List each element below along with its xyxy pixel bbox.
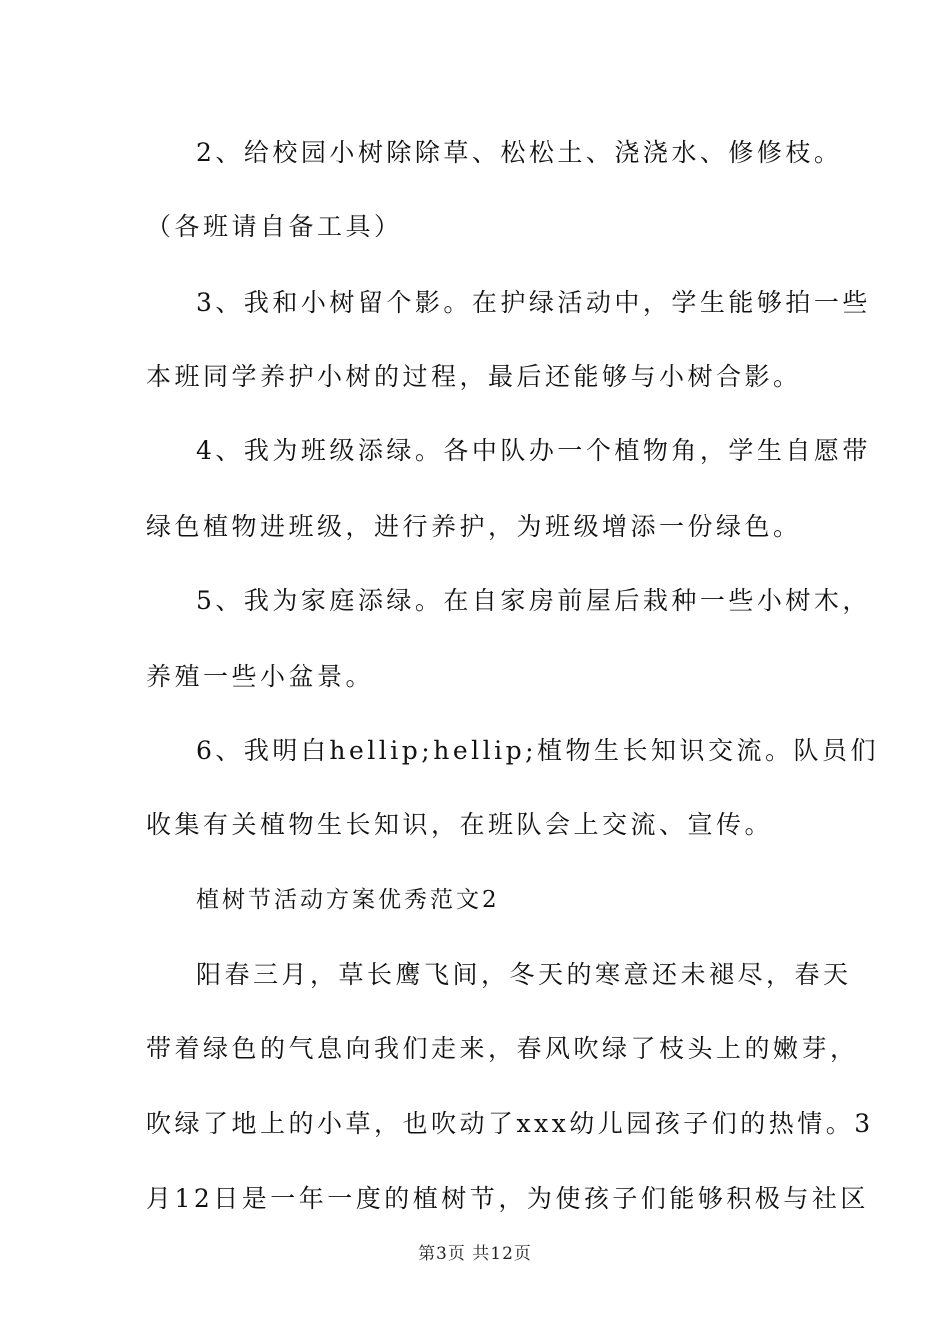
- paragraph-line: 绿色植物进班级，进行养护，为班级增添一份绿色。: [146, 512, 802, 541]
- paragraph-line: 阳春三月，草长鹰飞间，冬天的寒意还未褪尽，春天: [196, 960, 852, 989]
- page-footer: 第3页 共12页: [418, 1244, 532, 1264]
- paragraph-line: 带着绿色的气息向我们走来，春风吹绿了枝头上的嫩芽，: [146, 1034, 859, 1063]
- paragraph-line: 吹绿了地上的小草，也吹动了xxx幼儿园孩子们的热情。3: [146, 1109, 874, 1138]
- paragraph-line: 收集有关植物生长知识，在班队会上交流、宣传。: [146, 810, 774, 839]
- paragraph-line: 月12日是一年一度的植树节，为使孩子们能够积极与社区: [146, 1184, 869, 1213]
- paragraph-line: 养殖一些小盆景。: [146, 662, 375, 691]
- paragraph-line: 6、我明白hellip;hellip;植物生长知识交流。队员们: [196, 736, 880, 765]
- paragraph-line: 5、我为家庭添绿。在自家房前屋后栽种一些小树木，: [196, 586, 871, 615]
- section-heading: 植树节活动方案优秀范文2: [196, 887, 500, 913]
- paragraph-line: （各班请自备工具）: [146, 212, 403, 241]
- paragraph-line: 3、我和小树留个影。在护绿活动中，学生能够拍一些: [196, 288, 871, 317]
- paragraph-line: 2、给校园小树除除草、松松土、浇浇水、修修枝。: [196, 138, 843, 167]
- paragraph-line: 本班同学养护小树的过程，最后还能够与小树合影。: [146, 362, 802, 391]
- paragraph-line: 4、我为班级添绿。各中队办一个植物角，学生自愿带: [196, 436, 871, 465]
